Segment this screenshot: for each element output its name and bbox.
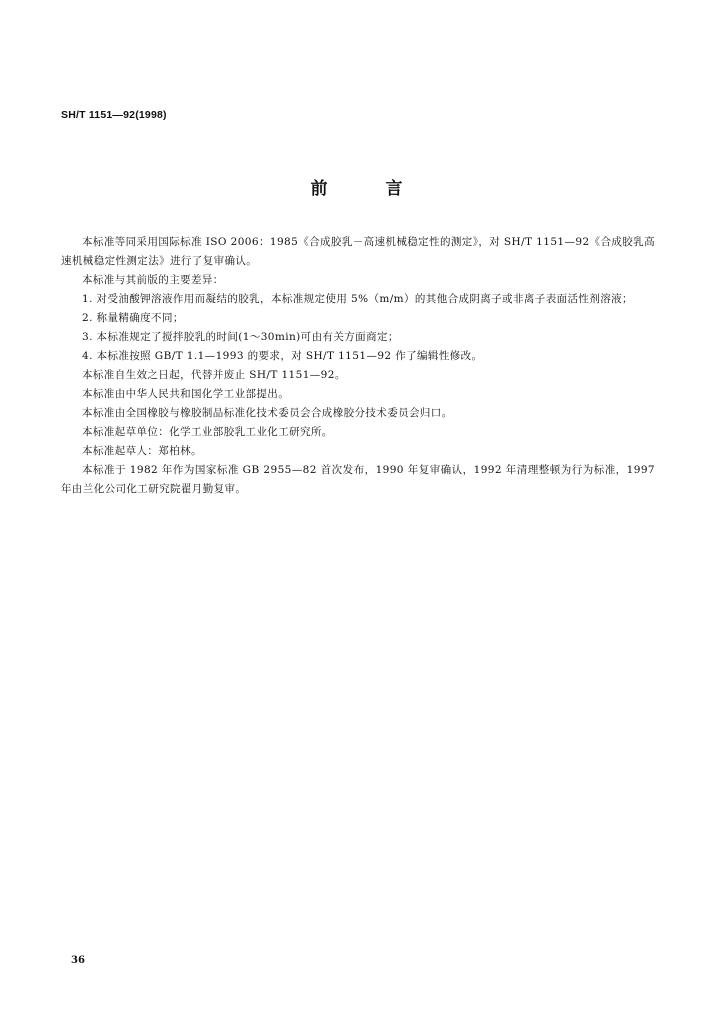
paragraph-drafter: 本标准起草人：郑柏林。: [82, 445, 202, 457]
difference-item-4: 4. 本标准按照 GB/T 1.1—1993 的要求，对 SH/T 1151—92 作了编辑性修改。: [82, 350, 483, 362]
page-number: 36: [71, 955, 85, 966]
paragraph-effective: 本标准自生效之日起，代替并废止 SH/T 1151—92。: [82, 369, 346, 381]
difference-item-2: 2. 称量精确度不同；: [82, 312, 184, 324]
difference-item-1: 1. 对受油酸钾溶液作用而凝结的胶乳，本标准规定使用 5%（m/m）的其他合成阴离子或非离子表面活性剂溶液；: [82, 293, 633, 305]
paragraph-history: 本标准于 1982 年作为国家标准 GB 2955—82 首次发布，1990 年复审确认，1992 年清理整顿为行为标准，1997 年由兰化公司化工研究院翟月勤复审。: [61, 464, 655, 495]
paragraph-differences-intro: 本标准与其前版的主要差异：: [82, 274, 224, 286]
paragraph-proposed-by: 本标准由中华人民共和国化学工业部提出。: [82, 388, 290, 400]
foreword-body: [61, 233, 655, 499]
page-title: 前 言: [310, 179, 429, 199]
paragraph-drafting-unit: 本标准起草单位：化学工业部胶乳工业化工研究所。: [82, 426, 333, 438]
standard-code: SH/T 1151—92(1998): [61, 109, 167, 121]
difference-item-3: 3. 本标准规定了搅拌胶乳的时间(1～30min)可由有关方面商定；: [82, 331, 399, 343]
paragraph-responsible: 本标准由全国橡胶与橡胶制品标准化技术委员会合成橡胶分技术委员会归口。: [82, 407, 453, 419]
paragraph-adoption: 本标准等同采用国际标准 ISO 2006：1985《合成胶乳－高速机械稳定性的测定》，对 SH/T 1151—92《合成胶乳高速机械稳定性测定法》进行了复审确认。: [61, 236, 655, 267]
